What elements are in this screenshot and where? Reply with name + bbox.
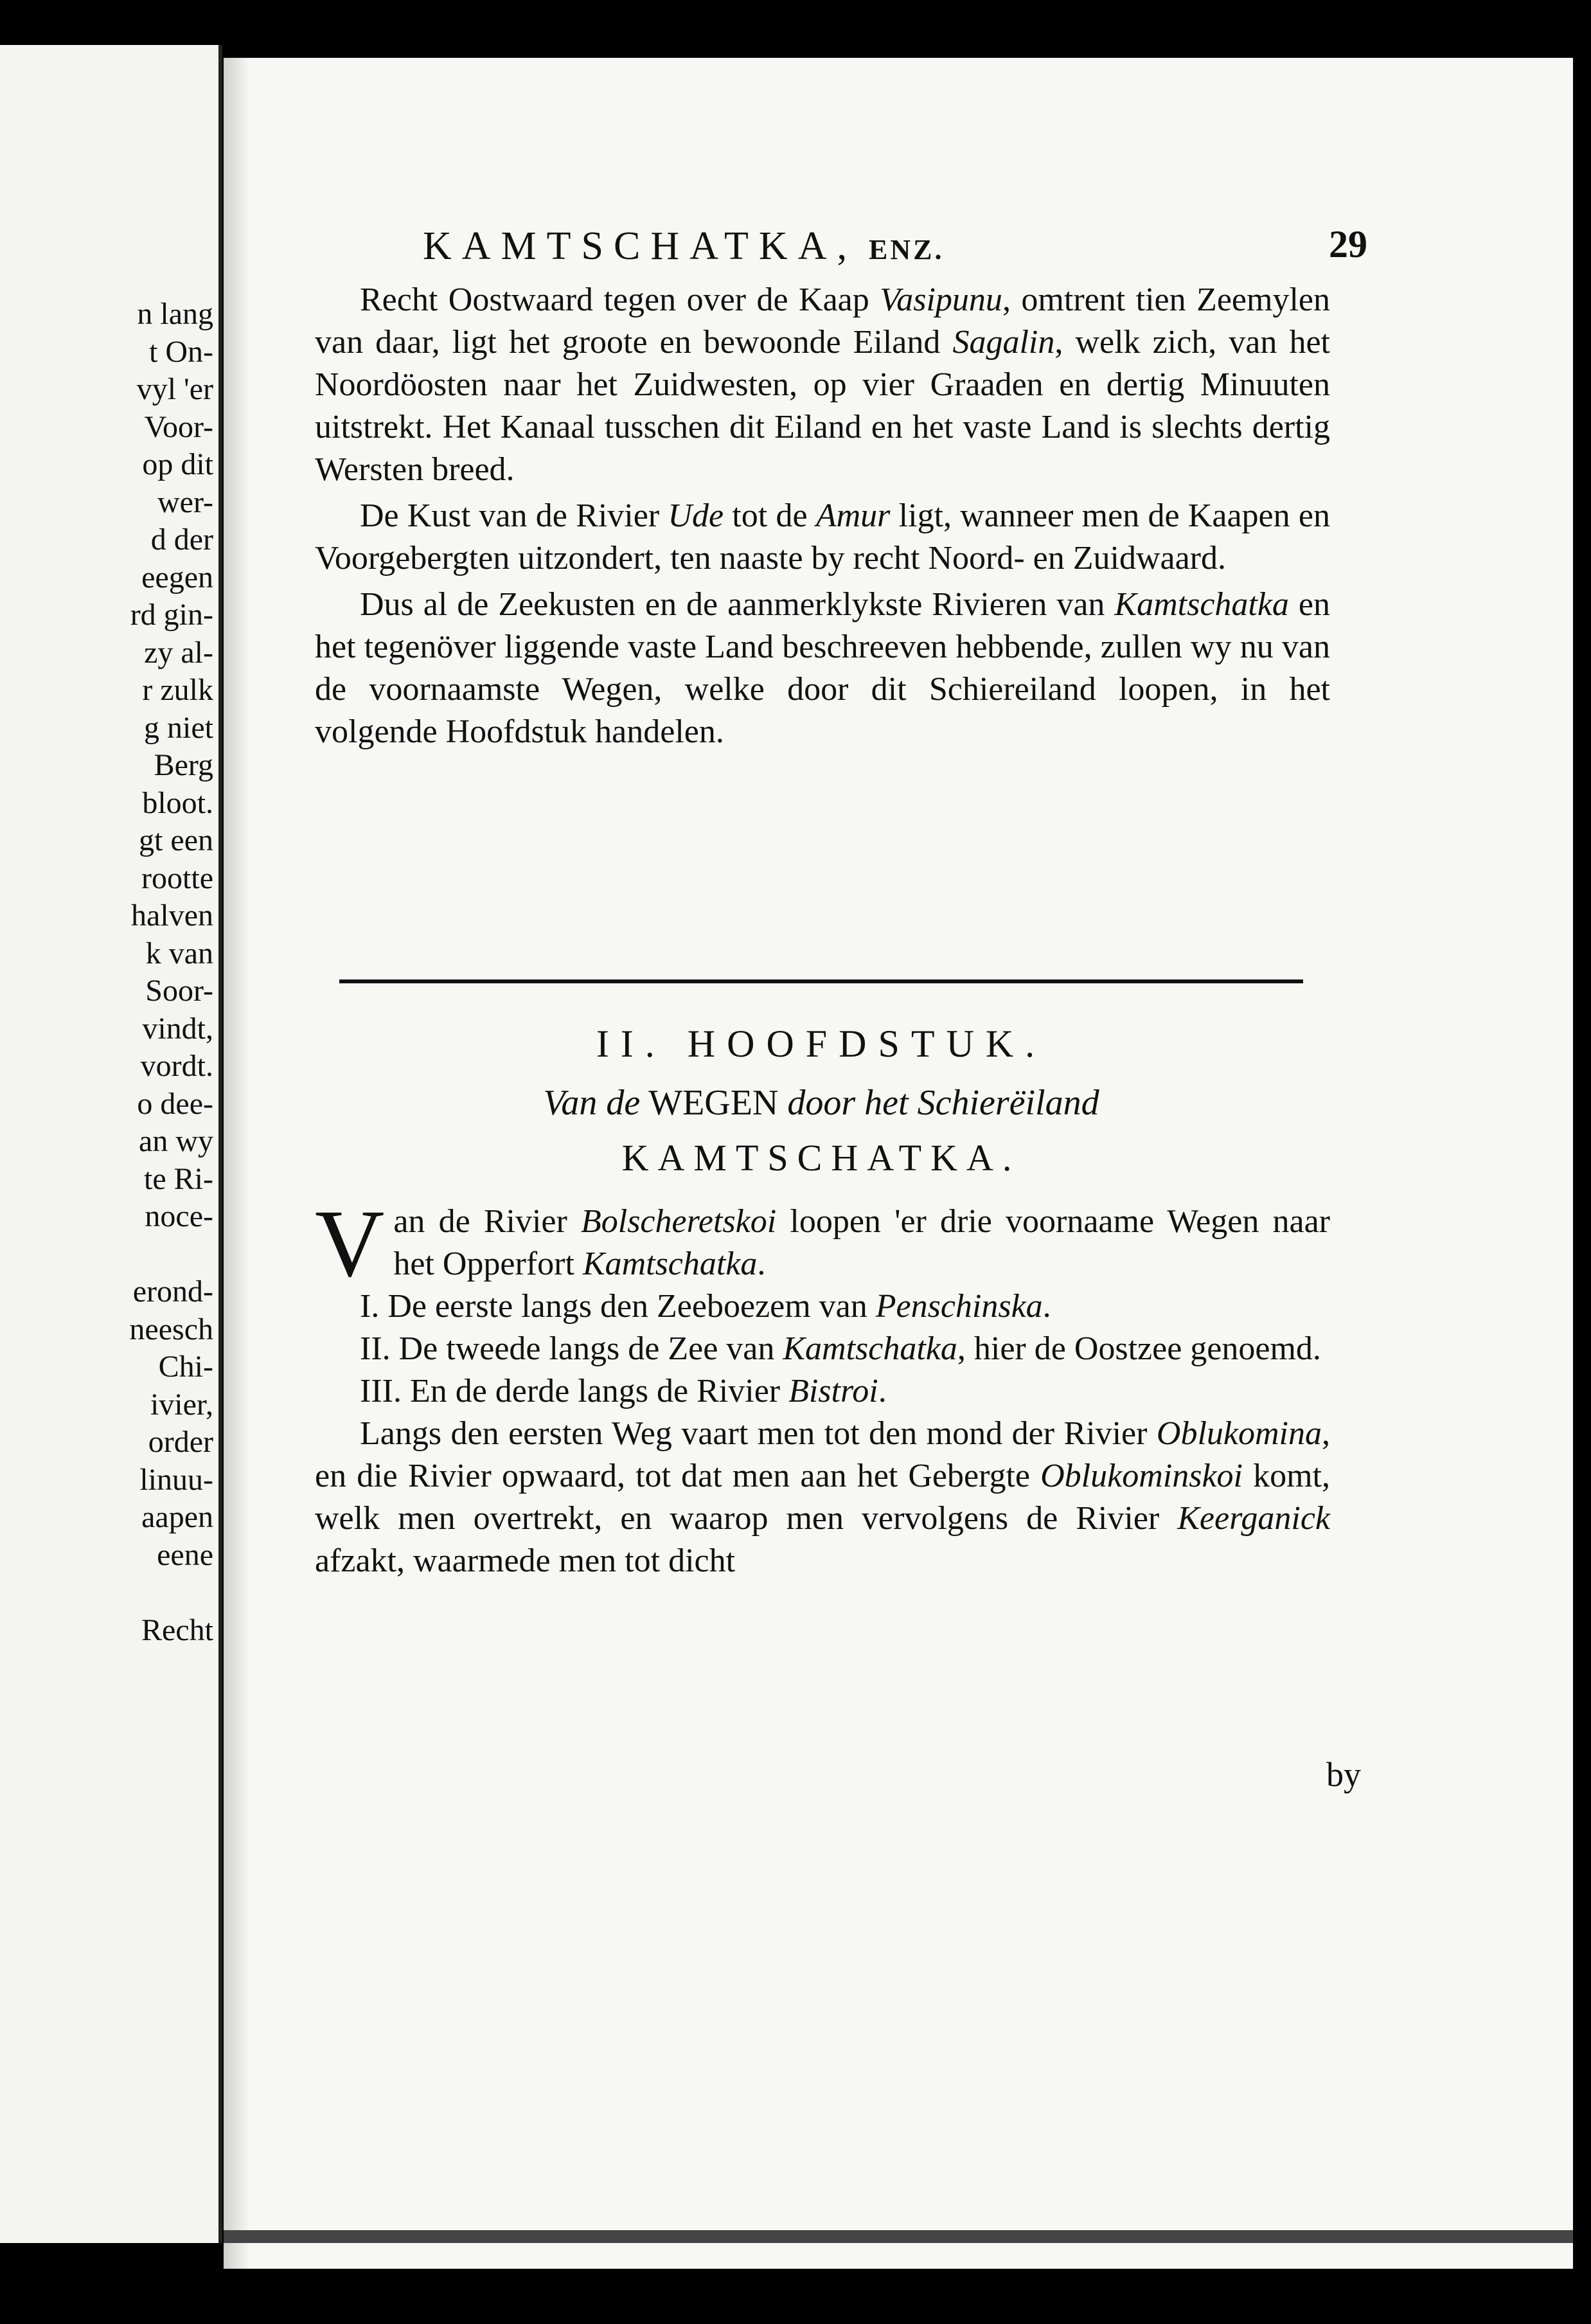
left-page-text xyxy=(129,296,213,1649)
list-item-second-road: II. De tweede langs de Zee van Kamtschatka, hier de Oostzee genoemd. xyxy=(360,1330,1321,1367)
left-page-line: te Ri- xyxy=(144,1161,213,1196)
left-page-line: erond- xyxy=(132,1274,213,1309)
running-header xyxy=(423,224,1367,269)
left-page-fragment xyxy=(0,45,222,2243)
left-page-line: Voor- xyxy=(144,409,213,444)
left-page-line: neesch xyxy=(129,1312,213,1346)
left-page-line: bloot. xyxy=(142,785,213,820)
page-number: 29 xyxy=(1329,223,1367,265)
left-page-line: vindt, xyxy=(142,1011,213,1046)
catchword: by xyxy=(1326,1755,1361,1794)
paragraph-sagalin: Recht Oostwaard tegen over de Kaap Vasipunu, omtrent tien Zeemylen van daar, ligt het groote en bewoonde Eiland Sagalin, welk zich, van het Noordöosten naar het Zuidwesten, op vier Graaden en dertig Minuuten uitstrekt. Het Kanaal tusschen dit Eiland en het vaste Land is slechts dertig Wersten breed. xyxy=(315,282,1330,488)
left-page-line: n lang xyxy=(137,297,213,331)
left-page-line: vordt. xyxy=(140,1049,213,1083)
left-page-line xyxy=(129,1236,213,1274)
upper-text-block xyxy=(315,279,1330,753)
left-page-line: t On- xyxy=(149,334,213,369)
header-title: KAMTSCHATKA, xyxy=(423,224,857,268)
list-item-first-road: I. De eerste langs den Zeeboezem van Penschinska. xyxy=(360,1288,1051,1325)
left-page-line: o dee- xyxy=(137,1086,213,1121)
left-page-line: rd gin- xyxy=(130,598,213,632)
left-page-line: Recht xyxy=(141,1613,213,1647)
left-page-line: linuu- xyxy=(139,1462,213,1497)
header-enz: ENZ. xyxy=(868,234,945,265)
left-page-line: op dit xyxy=(142,447,213,481)
paragraph-ude-amur: De Kust van de Rivier Ude tot de Amur ligt, wanneer men de Kaapen en Voorgebergten uitzondert, ten naaste by recht Noord- en Zuidwaard. xyxy=(315,497,1330,577)
left-page-line: zy al- xyxy=(144,635,213,670)
left-page-line: halven xyxy=(131,898,213,933)
left-page-line: order xyxy=(148,1425,213,1459)
left-page-line: gt een xyxy=(139,823,213,857)
left-page-line: d der xyxy=(150,523,213,557)
lower-text-block xyxy=(315,1190,1330,1582)
paragraph-three-roads: Van de Rivier Bolscheretskoi loopen 'er drie voornaame Wegen naar het Opperfort Kamtschatka. xyxy=(315,1190,1330,1297)
left-page-line: eene xyxy=(157,1537,213,1572)
chapter-subtitle: Van de WEGEN door het Schierëiland xyxy=(543,1083,1099,1123)
left-page-line: Chi- xyxy=(158,1350,213,1384)
paragraph-first-road: Langs den eersten Weg vaart men tot den mond der Rivier Oblukomina, en die Rivier opwaard, tot dat men aan het Gebergte Oblukominskoi komt, welk men overtrekt, en waarop men vervolgens de Rivier Keerganick afzakt, waarmede men tot dicht xyxy=(315,1415,1330,1579)
left-page-line: an wy xyxy=(139,1124,213,1158)
left-page-line: ivier, xyxy=(150,1387,213,1422)
left-page-line: aapen xyxy=(141,1500,213,1534)
left-page-line: Soor- xyxy=(145,974,213,1008)
left-page-line: vyl 'er xyxy=(136,372,213,406)
drop-cap: V xyxy=(315,1190,385,1297)
chapter-subtitle-place: KAMTSCHATKA. xyxy=(621,1137,1021,1179)
right-page xyxy=(224,58,1573,2269)
paragraph-summary: Dus al de Zeekusten en de aanmerklykste Rivieren van Kamtschatka en het tegenöver liggende vaste Land beschreeven hebbende, zullen wy nu van de voornaamste Wegen, welke door dit Schiereiland loopen, in het volgende Hoofdstuk handelen. xyxy=(315,586,1330,750)
chapter-heading: II. HOOFDSTUK. xyxy=(596,1023,1047,1065)
left-page-line: r zulk xyxy=(142,673,213,707)
left-page-line: wer- xyxy=(157,485,213,519)
left-page-line: noce- xyxy=(145,1199,213,1233)
section-rule xyxy=(339,979,1303,983)
left-page-line: rootte xyxy=(141,861,213,895)
page-bottom-edge xyxy=(224,2230,1573,2243)
left-page-line: k van xyxy=(145,936,213,970)
left-page-line: Berg xyxy=(154,748,213,782)
left-page-line xyxy=(129,1574,213,1612)
list-item-third-road: III. En de derde langs de Rivier Bistroi. xyxy=(360,1373,887,1409)
gutter-shadow xyxy=(224,58,249,2269)
left-page-line: eegen xyxy=(141,560,213,594)
left-page-line: g niet xyxy=(144,710,213,745)
